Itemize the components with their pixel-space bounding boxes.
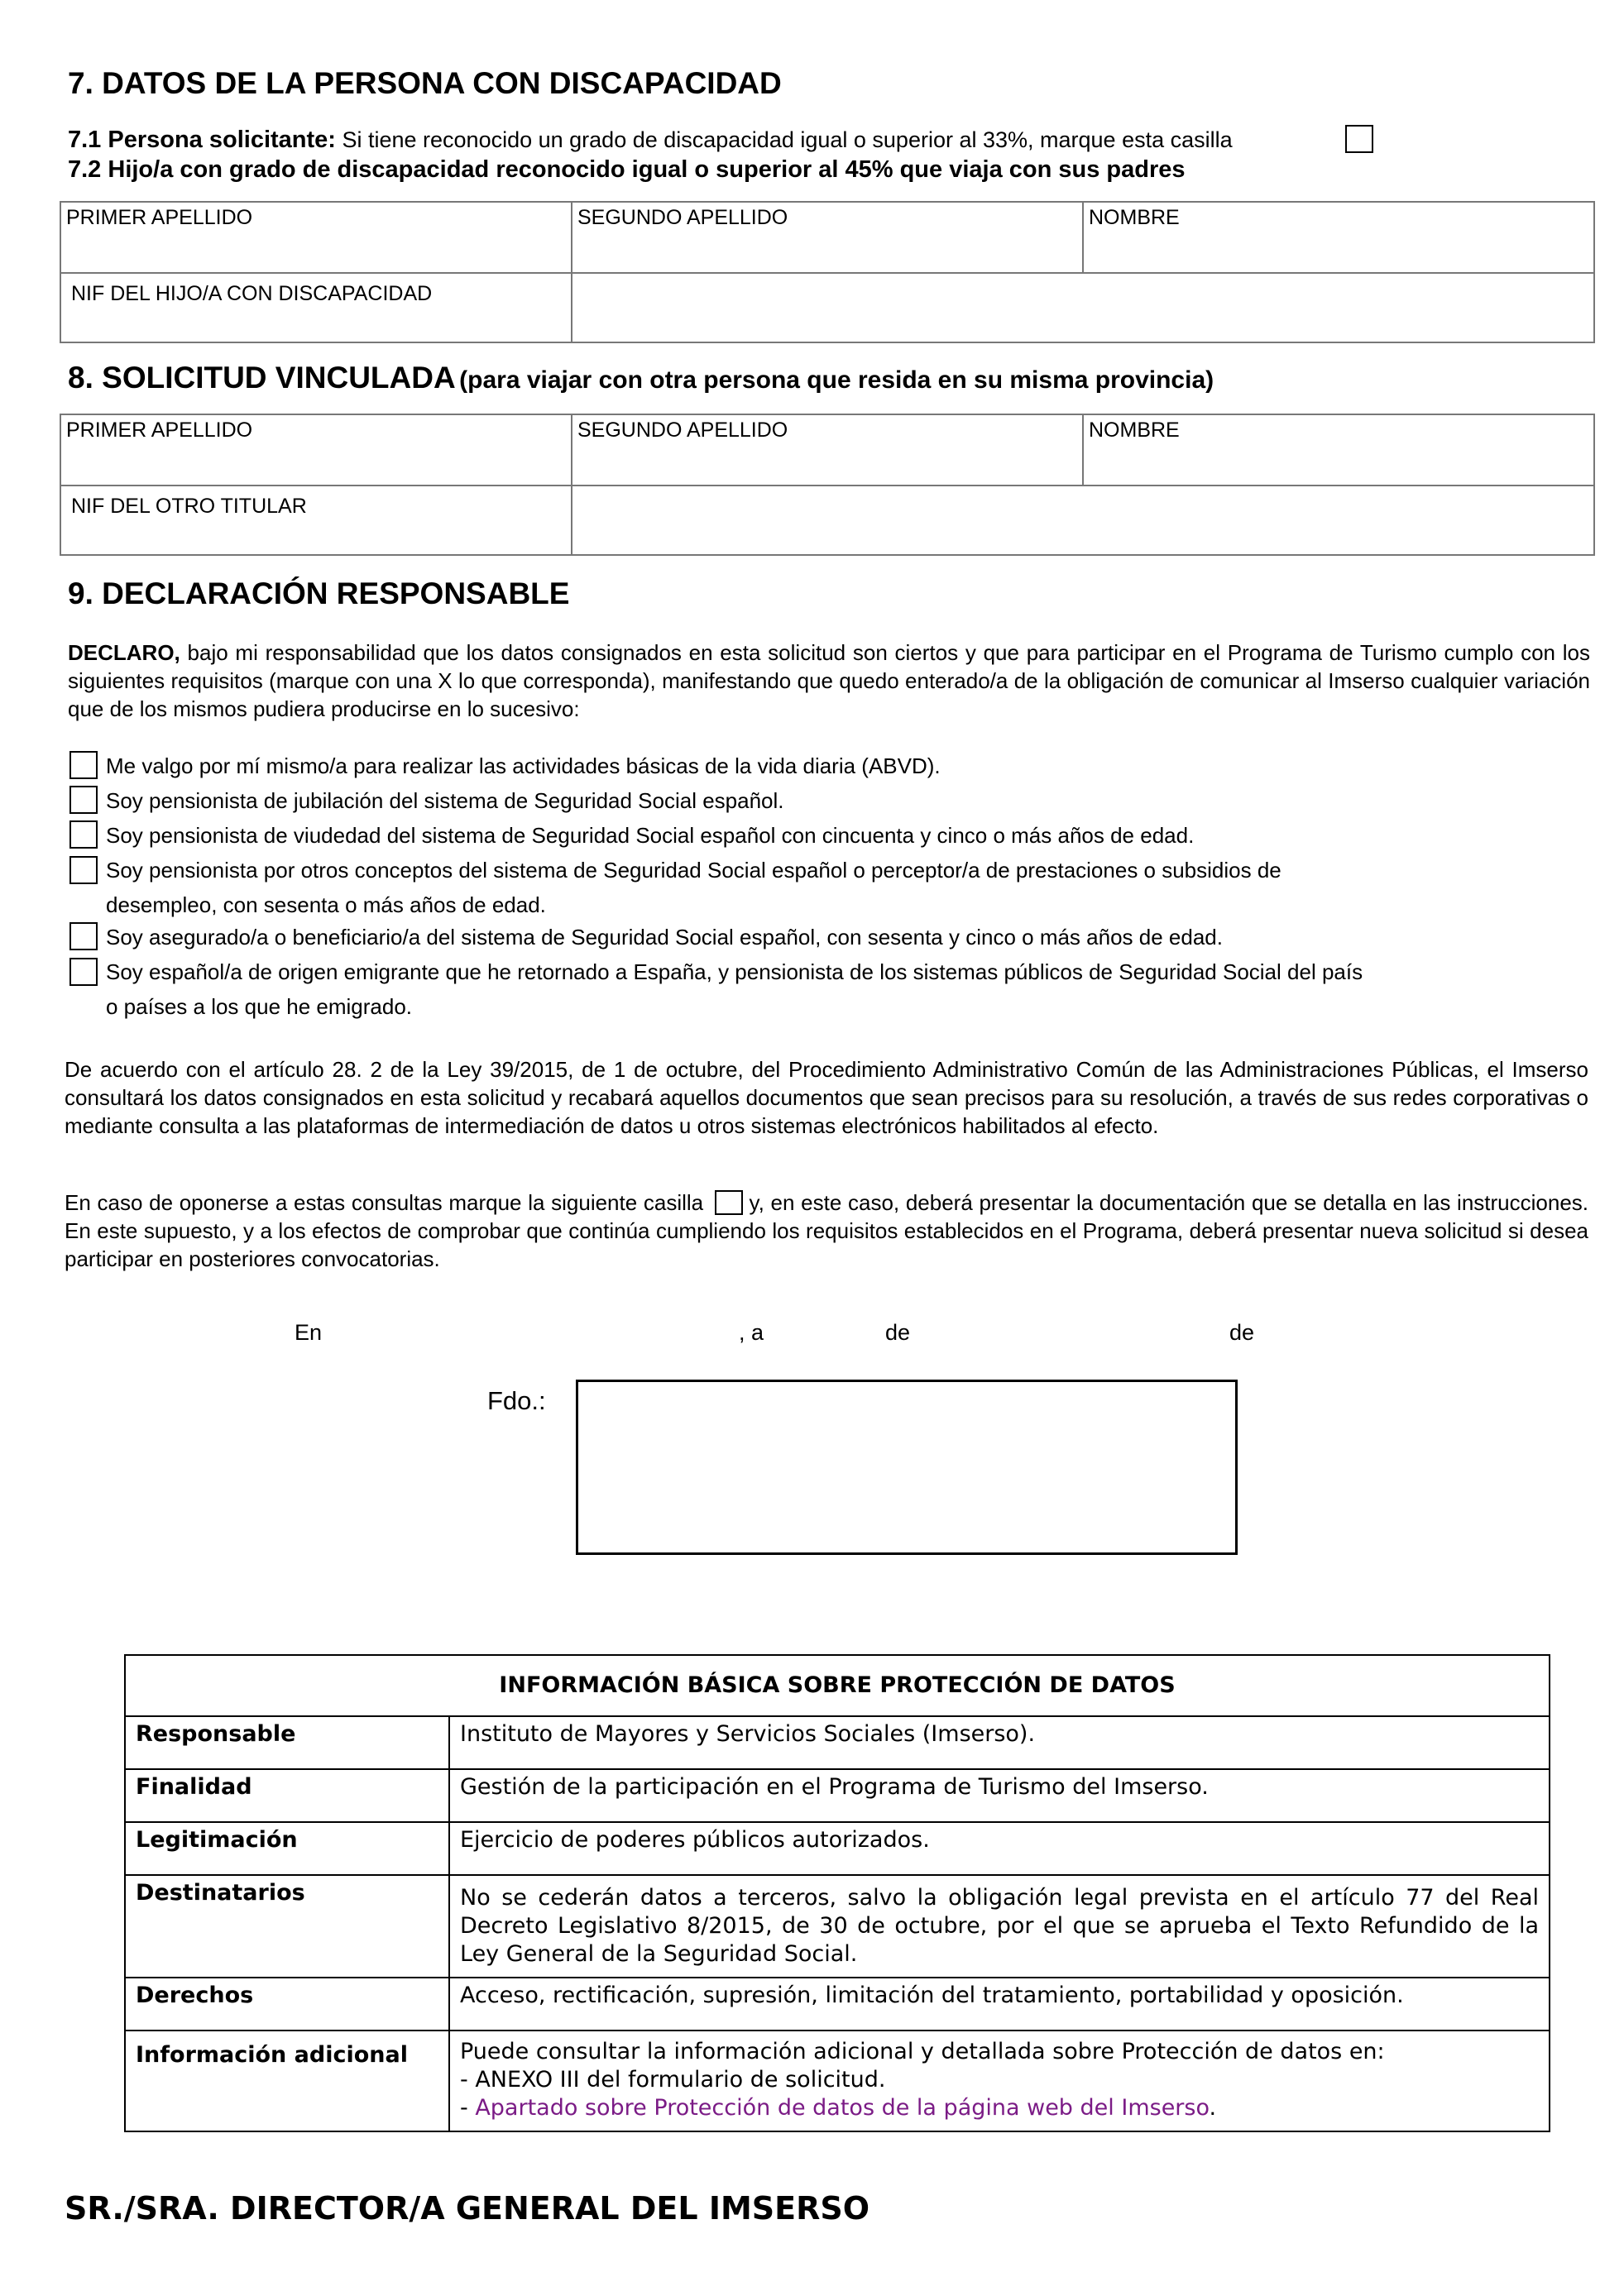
info-adicional-line2: - ANEXO III del formulario de solicitud. [460, 2067, 886, 2093]
row-responsable-value: Instituto de Mayores y Servicios Sociales (Imserso). [449, 1716, 1550, 1769]
imserso-web-link[interactable]: Apartado sobre Protección de datos de la página web del Imserso [475, 2095, 1210, 2121]
row-derechos-value: Acceso, rectificación, supresión, limitación del tratamiento, portabilidad y oposición. [449, 1978, 1550, 2031]
s7-nif-input[interactable] [571, 272, 1595, 343]
check-emigrante-label-2: o países a los que he emigrado. [106, 994, 413, 1019]
s8-nombre-cell[interactable] [1082, 414, 1595, 486]
info-adicional-line3 [460, 2094, 1539, 2122]
fecha-de-2: de [1229, 1320, 1255, 1345]
oponer-text-b: y, en este caso, deberá presentar la documentación que se detalla en las instrucciones. En este supuesto, y a los efectos de comprobar que continúa cumpliendo los requisitos establecidos en el Programa, deberá presentar nueva solicitud si desea participar en posteriores convocatorias. [65, 1190, 1588, 1271]
s7-nif-label: NIF DEL HIJO/A CON DISCAPACIDAD [71, 282, 433, 305]
check-abvd[interactable] [69, 751, 98, 779]
row-destinatarios-value: No se cederán datos a terceros, salvo la obligación legal prevista en el artículo 77 del Real Decreto Legislativo 8/2015, de 30 de octubre, por el que se aprueba el Texto Refundido de la Ley General de la Seguridad Social. [449, 1875, 1550, 1978]
info-adicional-line1: Puede consultar la información adicional y detallada sobre Protección de datos en: [460, 2039, 1385, 2064]
section8-title: 8. SOLICITUD VINCULADA [68, 361, 456, 395]
section9-title: 9. DECLARACIÓN RESPONSABLE [68, 576, 570, 610]
s7-segundo-apellido-label: SEGUNDO APELLIDO [577, 206, 788, 229]
declaro-text: bajo mi responsabilidad que los datos consignados en esta solicitud son ciertos y que para participar en el Programa de Turismo cumplo con los siguientes requisitos (marque con una X lo que corresponda), manifestando que quedo enterado/a de la obligación de comunicar al Imserso cualquier variación que de los mismos pudiera producirse en lo sucesivo: [68, 640, 1590, 721]
check-jubilacion[interactable] [69, 786, 98, 814]
oponer-checkbox[interactable] [715, 1190, 743, 1215]
s8-segundo-apellido-cell[interactable] [571, 414, 1084, 486]
info-adicional-period: . [1209, 2095, 1217, 2121]
s71-bold: 7.1 Persona solicitante: [68, 127, 336, 153]
signature-box[interactable] [576, 1380, 1238, 1555]
ley-paragraph: De acuerdo con el artículo 28. 2 de la Ley 39/2015, de 1 de octubre, del Procedimiento Administrativo Común de las Administraciones Públicas, el Imserso consultará los datos consignados en esta solicitud y recabará aquellos documentos que sean precisos para su resolución, a través de sus redes corporativas o mediante consulta a las plataformas de intermediación de datos u otros sistemas electrónicos habilitados al efecto. [65, 1057, 1588, 1138]
declaro-bold: DECLARO, [68, 640, 180, 665]
fecha-de-1: de [885, 1320, 911, 1345]
s8-primer-apellido-label: PRIMER APELLIDO [66, 419, 253, 442]
s8-nif-label: NIF DEL OTRO TITULAR [71, 495, 307, 518]
section7-title: 7. DATOS DE LA PERSONA CON DISCAPACIDAD [68, 66, 782, 100]
row-info-adicional-key: Información adicional [125, 2031, 449, 2131]
s7-primer-apellido-label: PRIMER APELLIDO [66, 206, 253, 229]
s8-primer-apellido-cell[interactable] [60, 414, 572, 486]
fdo-label: Fdo.: [487, 1386, 546, 1415]
lugar-en: En [295, 1320, 323, 1345]
check-emigrante[interactable] [69, 958, 98, 986]
s7-segundo-apellido-cell[interactable] [571, 201, 1084, 274]
info-adicional-dash: - [460, 2095, 476, 2121]
s71-line [68, 126, 1233, 154]
footer-addressee: SR./SRA. DIRECTOR/A GENERAL DEL IMSERSO [65, 2190, 870, 2227]
s7-nif-label-cell [60, 272, 572, 343]
s7-nombre-label: NOMBRE [1089, 206, 1180, 229]
s8-nif-label-cell [60, 485, 572, 556]
check-emigrante-label: Soy español/a de origen emigrante que he retornado a España, y pensionista de los sistemas públicos de Seguridad Social del país [106, 959, 1363, 984]
row-derechos-key: Derechos [125, 1978, 449, 2031]
section8-subtitle: (para viajar con otra persona que resida en su misma provincia) [459, 366, 1214, 394]
s7-nombre-cell[interactable] [1082, 201, 1595, 274]
check-jubilacion-label: Soy pensionista de jubilación del sistema de Seguridad Social español. [106, 788, 784, 813]
row-destinatarios-key: Destinatarios [125, 1875, 449, 1978]
check-viudedad-label: Soy pensionista de viudedad del sistema de Seguridad Social español con cincuenta y cinco o más años de edad. [106, 823, 1195, 848]
row-responsable-key: Responsable [125, 1716, 449, 1769]
check-otros-conceptos-label-2: desempleo, con sesenta o más años de edad. [106, 892, 546, 917]
s8-nombre-label: NOMBRE [1089, 419, 1180, 442]
oponer-paragraph [65, 1189, 1588, 1273]
s8-nif-input[interactable] [571, 485, 1595, 556]
s8-segundo-apellido-label: SEGUNDO APELLIDO [577, 419, 788, 442]
s71-checkbox[interactable] [1345, 125, 1373, 153]
row-info-adicional-value [449, 2031, 1550, 2131]
proteccion-header: INFORMACIÓN BÁSICA SOBRE PROTECCIÓN DE DATOS [125, 1655, 1550, 1716]
check-asegurado[interactable] [69, 922, 98, 950]
s71-text: Si tiene reconocido un grado de discapacidad igual o superior al 33%, marque esta casilla [335, 127, 1233, 152]
s72-line: 7.2 Hijo/a con grado de discapacidad reconocido igual o superior al 45% que viaja con sus padres [68, 156, 1186, 183]
check-otros-conceptos-label: Soy pensionista por otros conceptos del sistema de Seguridad Social español o perceptor/a de prestaciones o subsidios de [106, 858, 1281, 883]
row-legitimacion-key: Legitimación [125, 1822, 449, 1875]
check-asegurado-label: Soy asegurado/a o beneficiario/a del sistema de Seguridad Social español, con sesenta y cinco o más años de edad. [106, 925, 1223, 949]
s7-primer-apellido-cell[interactable] [60, 201, 572, 274]
check-viudedad[interactable] [69, 820, 98, 849]
row-finalidad-key: Finalidad [125, 1769, 449, 1822]
check-otros-conceptos[interactable] [69, 856, 98, 884]
check-abvd-label: Me valgo por mí mismo/a para realizar las actividades básicas de la vida diaria (ABVD). [106, 753, 941, 778]
oponer-text-a: En caso de oponerse a estas consultas marque la siguiente casilla [65, 1190, 704, 1215]
row-finalidad-value: Gestión de la participación en el Programa de Turismo del Imserso. [449, 1769, 1550, 1822]
lugar-a: , a [739, 1320, 764, 1345]
declaro-paragraph [68, 639, 1590, 723]
section8-heading [68, 361, 1214, 395]
proteccion-datos-table [124, 1654, 1550, 2132]
row-legitimacion-value: Ejercicio de poderes públicos autorizados. [449, 1822, 1550, 1875]
